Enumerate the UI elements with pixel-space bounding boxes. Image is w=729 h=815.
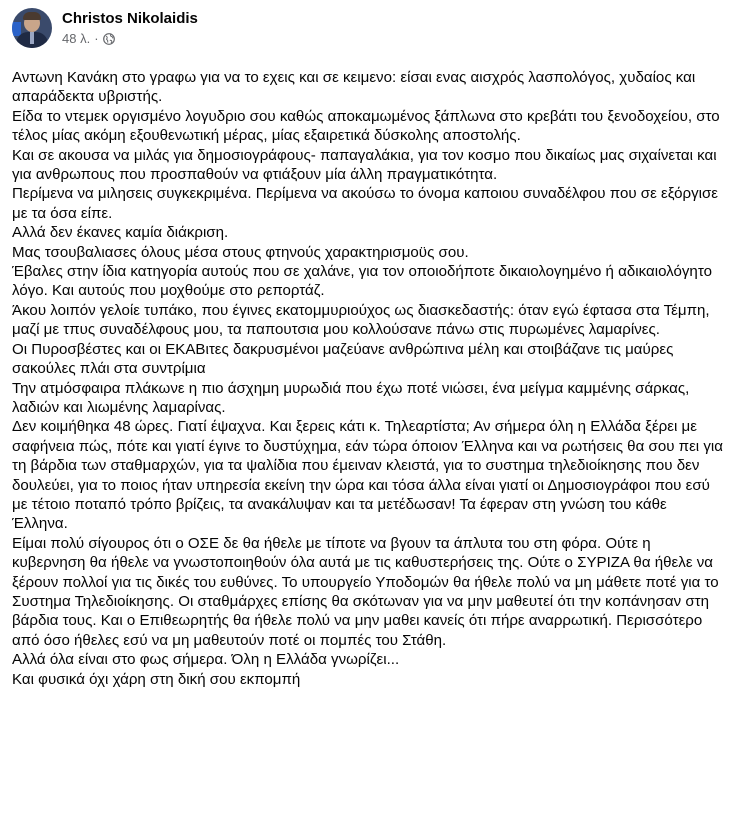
post-paragraph: Δεν κοιμήθηκα 48 ώρες. Γιατί έψαχνα. Και ξερεις κάτι κ. Τηλεαρτίστα; Αν σήμερα όλη η Ελλάδα ξέρει με σαφήνεια πώς, πότε και γιατί έγινε το δυστύχημα, εάν τώρα όποιον Έλληνα και να ρωτήσεις θα σου πει για τη βάρδια των σταθμαρχών, για τα ψαλίδια που έμειναν κλειστά, για το συστημα τηλεδιοίκησης που δεν δουλεύει, για το ποιος ήταν υπηρεσία εκείνη την ώρα και τόσα άλλα είναι γιατί οι Δημοσιογράφοι που εσύ με τέτοιο ποταπό τρόπο βρίζεις, τα ανακάλυψαν και τα μετέδωσαν! Τα έφεραν στη γνώση του κάθε Έλληνα. (12, 418, 723, 533)
post-paragraph: Και φυσικά όχι χάρη στη δική σου εκπομπή (12, 670, 301, 688)
post-paragraph: Αλλά δεν έκανες καμία διάκριση. (12, 224, 229, 242)
post-paragraph: Έβαλες στην ίδια κατηγορία αυτούς που σε χαλάνε, για τον οποιοδήποτε δικαιολογημένο ή αδικαιολόγητο λόγο. Και αυτούς που μοχθούμε στο ρεπορτάζ. (12, 263, 712, 300)
post-paragraph: Περίμενα να μιλησεις συγκεκριμένα. Περίμενα να ακούσω το όνομα καποιου συναδέλφου που σε εξόργισε με τα όσα είπε. (12, 185, 719, 222)
post-meta (62, 8, 198, 47)
post-paragraph: Είμαι πολύ σίγουρος ότι ο ΟΣΕ δε θα ήθελε με τίποτε να βγουν τα άπλυτα του στη φόρα. Ούτε η κυβερνηση θα ήθελε να γνωστοποιηθούν όλα αυτά με τις καθυστερήσεις της. Ούτε ο ΣΥΡΙΖΑ θα ήθελε να ξέρουν πολλοί για τις δικές του ευθύνες. Το υπουργείο Υποδομών θα ήθελε πολύ να μη μάθετε ποτέ για το Συστημα Τηλεδιοίκησης. Οι σταθμάρχες επίσης θα σκότωναν για να μην μαθευτεί ότι την κοπάνησαν στη βάρδια τους. Και ο Επιθεωρητής θα ήθελε πολύ να μην μαθει κανείς ότι πήρε αναρρωτική. Περισσότερο από όσο ήθελες εσύ να μη μαθευτούν ποτέ οι πομπές του Στάθη. (12, 534, 719, 649)
post-paragraph: Οι Πυροσβέστες και οι ΕΚΑΒιτες δακρυσμένοι μαζεύανε ανθρώπινα μέλη και στοιβάζανε τις μαύρες σακούλες πλάι στα συντρίμια (12, 340, 674, 378)
post-header (12, 8, 198, 52)
post-paragraph: Αντωνη Κανάκη στο γραφω για να το εχεις και σε κειμενο: είσαι ενας αισχρός λασπολόγος, χυδαίος και απαράδεκτα υβριστής. (12, 69, 696, 106)
post-subline (62, 31, 198, 47)
post-paragraph: Την ατμόσφαιρα πλάκωνε η πιο άσχημη μυρωδιά που έχω ποτέ νιώσει, ένα μείγμα καμμένης σάρκας, λαδιών και λιωμένης λαμαρίνας. (12, 379, 690, 416)
avatar[interactable] (12, 8, 52, 48)
post-body (12, 68, 724, 689)
post-paragraph: Μας τσουβαλιασες όλους μέσα στους φτηνούς χαρακτηρισμοϋς σου. (12, 243, 469, 261)
globe-icon[interactable] (103, 33, 115, 45)
post-paragraph: Άκου λοιπόν γελοίε τυπάκο, που έγινες εκατομμυριούχος ως διασκεδαστής: όταν εγώ έφτασα στα Τέμπη, μαζί με τπυς συναδέλφους μου, τα παπουτσια μου κολλούσανε πάνω στις πυρωμένες λαμαρίνες. (12, 301, 710, 339)
author-name[interactable]: Christos Nikolaidis (62, 10, 198, 27)
post-paragraph: Είδα το ντεμεκ οργισμένο λογυδριο σου καθώς αποκαμωμένος ξάπλωνα στο κρεβάτι του ξενοδοχείου, στο τέλος μίας ακόμη εξουθενωτική μέρας, μίας εξαιρετικά δύσκολης αποστολής. (12, 107, 720, 145)
post-timestamp[interactable]: 48 λ. (62, 31, 91, 46)
post-paragraph: Αλλά όλα είναι στο φως σήμερα. Όλη η Ελλάδα γνωρίζει... (12, 651, 400, 669)
separator-dot: · (94, 31, 99, 46)
post-paragraph: Και σε ακουσα να μιλάς για δημοσιογράφους- παπαγαλάκια, για τον κοσμο που δικαίως μας σιχαίνεται και για ανθρωπους που προσπαθούν να φτιάξουν μία άλλη πραγματικότητα. (12, 146, 717, 184)
